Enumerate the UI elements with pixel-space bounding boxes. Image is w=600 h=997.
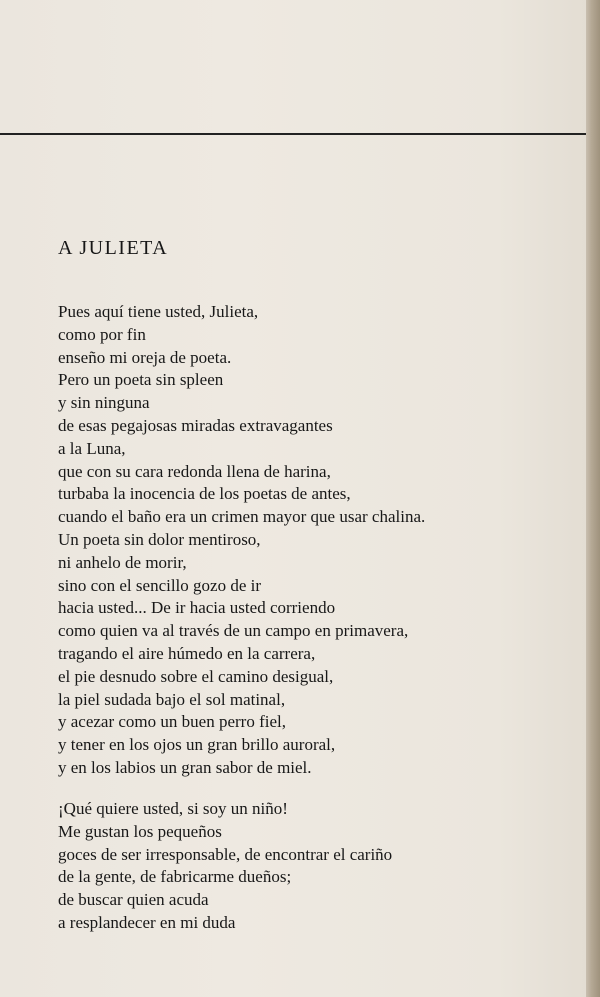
poem-line: ni anhelo de morir, (58, 552, 187, 572)
poem-line: a la Luna, (58, 438, 126, 458)
poem-title: A JULIETA (58, 237, 169, 259)
poem-line: Pues aquí tiene usted, Julieta, (58, 302, 259, 321)
poem-line: de la gente, de fabricarme dueños; (58, 867, 292, 887)
poem-line: cuando el baño era un crimen mayor que usar chalina. (58, 507, 426, 527)
header-rule (0, 133, 586, 135)
poem-line: ¡Qué quiere usted, si soy un niño! (58, 799, 288, 818)
poem-line: Un poeta sin dolor mentiroso, (58, 529, 261, 549)
stanza-2 (58, 798, 392, 935)
poem-line: goces de ser irresponsable, de encontrar el cariño (58, 844, 393, 864)
poem-line: y acezar como un buen perro fiel, (58, 712, 286, 732)
poem-line: como por fin (58, 324, 146, 344)
poem-line: de buscar quien acuda (58, 890, 209, 910)
poem-line: hacia usted... De ir hacia usted corriendo (58, 598, 336, 618)
poem-line: el pie desnudo sobre el camino desigual, (58, 666, 334, 686)
poem-line: la piel sudada bajo el sol matinal, (58, 689, 286, 709)
poem-line: turbaba la inocencia de los poetas de antes, (58, 484, 351, 504)
poem-line: como quien va al través de un campo en primavera, (58, 621, 409, 641)
poem-line: Pero un poeta sin spleen (58, 370, 224, 390)
poem-line: sino con el sencillo gozo de ir (58, 575, 262, 595)
poem-line: y sin ninguna (58, 393, 150, 413)
poem-line: enseño mi oreja de poeta. (58, 347, 232, 367)
poem-line: y en los labios un gran sabor de miel. (58, 757, 312, 777)
page-edge (586, 0, 600, 997)
poem-line: a resplandecer en mi duda (58, 912, 236, 932)
poem-line: tragando el aire húmedo en la carrera, (58, 643, 316, 663)
poem-line: que con su cara redonda llena de harina, (58, 461, 331, 481)
poem-line: y tener en los ojos un gran brillo auroral, (58, 735, 336, 755)
stanza-1 (58, 301, 425, 780)
poem-line: Me gustan los pequeños (58, 821, 222, 841)
poem-line: de esas pegajosas miradas extravagantes (58, 415, 333, 435)
